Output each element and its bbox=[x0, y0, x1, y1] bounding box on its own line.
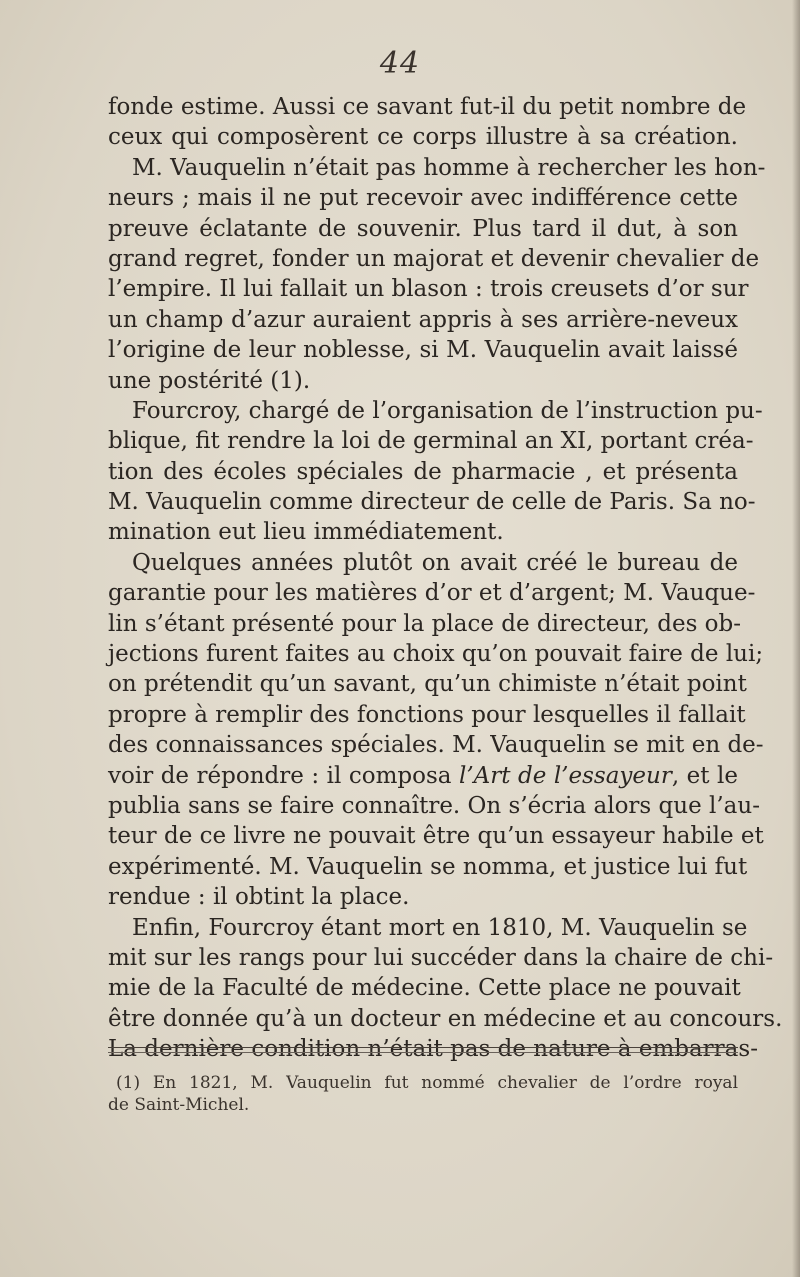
text-line: Enfin, Fourcroy étant mort en 1810, M. Vauquelin se bbox=[132, 914, 748, 941]
text-line: être donnée qu’à un docteur en médecine et au concours. bbox=[108, 1005, 783, 1032]
page-edge-shadow bbox=[792, 0, 800, 1277]
text-line: expérimenté. M. Vauquelin se nomma, et justice lui fut bbox=[108, 853, 748, 880]
text-line: on prétendit qu’un savant, qu’un chimiste n’était point bbox=[108, 671, 747, 698]
text-line: neurs ; mais il ne put recevoir avec indifférence cette bbox=[108, 185, 738, 212]
text-line: jections furent faites au choix qu’on pouvait faire de lui; bbox=[108, 641, 764, 668]
text-line: teur de ce livre ne pouvait être qu’un essayeur habile et bbox=[108, 823, 764, 850]
text-line: lin s’étant présenté pour la place de directeur, des ob- bbox=[108, 610, 742, 637]
text-segment: voir de répondre : il composa bbox=[108, 762, 459, 789]
text-line: M. Vauquelin n’était pas homme à rechercher les hon- bbox=[132, 154, 766, 181]
text-segment: , et le bbox=[671, 762, 738, 789]
text-line: l’origine de leur noblesse, si M. Vauquelin avait laissé bbox=[108, 337, 738, 364]
text-line: grand regret, fonder un majorat et devenir chevalier de bbox=[108, 245, 760, 272]
text-line: Quelques années plutôt on avait créé le bureau de bbox=[132, 549, 738, 576]
text-line: M. Vauquelin comme directeur de celle de Paris. Sa no- bbox=[108, 489, 756, 516]
footnote-line: de Saint-Michel. bbox=[108, 1095, 250, 1115]
text-line: un champ d’azur auraient appris à ses arrière-neveux bbox=[108, 306, 738, 333]
text-line: garantie pour les matières d’or et d’argent; M. Vauque- bbox=[108, 580, 756, 607]
text-line: mination eut lieu immédiatement. bbox=[108, 519, 504, 546]
text-line: fonde estime. Aussi ce savant fut-il du petit nombre de bbox=[108, 94, 747, 120]
text-line: blique, fit rendre la loi de germinal an XI, portant créa- bbox=[108, 428, 754, 455]
text-line: ceux qui composèrent ce corps illustre à sa création. bbox=[108, 124, 738, 151]
text-line: propre à remplir des fonctions pour lesquelles il fallait bbox=[108, 701, 746, 728]
text-line: mie de la Faculté de médecine. Cette place ne pouvait bbox=[108, 975, 741, 1002]
text-line: rendue : il obtint la place. bbox=[108, 884, 410, 911]
text-line: l’empire. Il lui fallait un blason : trois creusets d’or sur bbox=[108, 276, 749, 303]
text-line: tion des écoles spéciales de pharmacie , et présenta bbox=[108, 458, 738, 485]
text-line: des connaissances spéciales. M. Vauquelin se mit en de- bbox=[108, 732, 764, 759]
footnote-line: (1) En 1821, M. Vauquelin fut nommé chevalier de l’ordre royal bbox=[116, 1073, 738, 1093]
text-line bbox=[108, 761, 738, 791]
text-line: preuve éclatante de souvenir. Plus tard il dut, à son bbox=[108, 215, 738, 242]
footnote bbox=[108, 1072, 738, 1116]
text-line: Fourcroy, chargé de l’organisation de l’instruction pu- bbox=[132, 397, 763, 424]
text-line: La dernière condition n’était pas de nature à embarras- bbox=[108, 1036, 758, 1063]
book-title: l’Art de l’essayeur bbox=[458, 762, 672, 789]
text-line: mit sur les rangs pour lui succéder dans la chaire de chi- bbox=[108, 944, 774, 971]
footnote-rule-secondary bbox=[108, 1052, 738, 1053]
text-line: une postérité (1). bbox=[108, 367, 311, 394]
footnote-rule bbox=[108, 1047, 738, 1048]
text-line: publia sans se faire connaître. On s’écria alors que l’au- bbox=[108, 792, 760, 819]
page-number: 44 bbox=[379, 46, 421, 81]
body-text bbox=[108, 92, 783, 1065]
